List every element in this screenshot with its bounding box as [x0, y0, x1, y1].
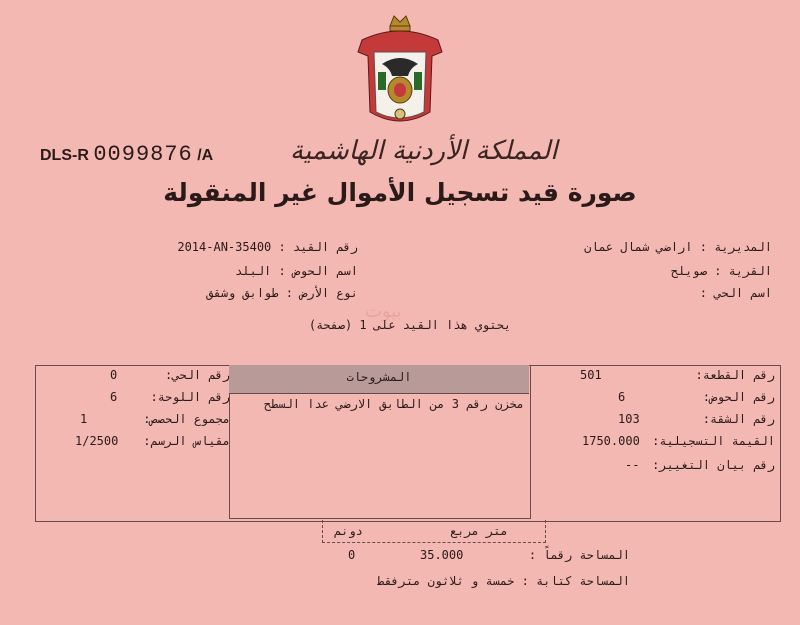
- table-left-row: [80, 412, 230, 426]
- serial-number: 0099876: [93, 142, 193, 167]
- district-no-value: 0: [110, 368, 118, 382]
- area-written-value: خمسة و ثلاثون مترفقط: [377, 574, 515, 588]
- crown-emblem-icon: [352, 12, 448, 132]
- table-right-row: [618, 390, 775, 404]
- document-serial: [40, 142, 213, 167]
- remarks-header: المشروحات: [346, 370, 412, 384]
- record-number-row: [128, 240, 358, 254]
- parcel-no-label: رقم القطعة:: [695, 368, 775, 382]
- village-row: [560, 264, 772, 278]
- area-dunum-value: 0: [348, 548, 356, 562]
- table-right-row: [580, 368, 775, 382]
- table-right-row: [582, 434, 775, 448]
- plate-no-value: 6: [110, 390, 118, 404]
- basin-no-value: 6: [618, 390, 626, 404]
- serial-prefix: DLS-R: [40, 147, 89, 164]
- land-type-row: [128, 286, 358, 300]
- parcel-no-value: 501: [580, 368, 602, 382]
- shares-total-label: مجموع الحصص:: [143, 412, 230, 426]
- basin-name-label: اسم الحوض :: [278, 264, 358, 278]
- remarks-text: مخزن رقم 3 من الطابق الارضي عدا السطح: [263, 397, 524, 411]
- change-statement-label: رقم بيان التغيير:: [652, 458, 775, 472]
- district-label: اسم الحي :: [699, 286, 772, 300]
- table-left-row: [110, 390, 230, 404]
- watermark-text: بيوت: [365, 301, 402, 322]
- table-right-row: [625, 458, 775, 472]
- unit-dunum-label: دونم: [334, 524, 363, 538]
- directorate-label: المديرية :: [699, 240, 772, 254]
- village-label: القرية :: [714, 264, 772, 278]
- document-title: صورة قيد تسجيل الأموال غير المنقولة: [163, 178, 637, 207]
- pages-count-line: يحتوي هذا القيد على 1 (صفحة): [308, 318, 512, 332]
- table-left-row: [75, 434, 230, 448]
- area-numeric-label: المساحة رقماً :: [528, 548, 630, 562]
- shares-total-value: 1: [80, 412, 88, 426]
- scale-label: مقياس الرسم:: [143, 434, 230, 448]
- directorate-row: [560, 240, 772, 254]
- registered-value-label: القيمة التسجيلية:: [652, 434, 775, 448]
- unit-sqm-label: متر مربع: [450, 524, 508, 538]
- directorate-value: اراضي شمال عمان: [584, 240, 693, 254]
- table-right-row: [618, 412, 775, 426]
- land-type-label: نوع الأرض :: [285, 286, 358, 300]
- village-value: صويلح: [670, 264, 707, 278]
- land-type-value: طوابق وشقق: [206, 286, 279, 300]
- table-left-row: [110, 368, 230, 382]
- change-statement-value: --: [625, 458, 640, 472]
- kingdom-name: المملكة الأردنية الهاشمية: [290, 136, 558, 166]
- area-sqm-value: 35.000: [420, 548, 464, 562]
- district-no-label: رقم الحي:: [164, 368, 230, 382]
- basin-name-value: البلد: [235, 264, 272, 278]
- serial-suffix: /A: [197, 147, 214, 164]
- scale-value: 1/2500: [75, 434, 119, 448]
- basin-no-label: رقم الحوض:: [702, 390, 775, 404]
- area-written-row: [340, 574, 630, 588]
- basin-name-row: [128, 264, 358, 278]
- record-number-value: 2014-AN-35400: [177, 240, 272, 254]
- coat-of-arms-emblem: [352, 12, 448, 132]
- apartment-no-label: رقم الشقة:: [702, 412, 775, 426]
- registered-value: 1750.000: [582, 434, 640, 448]
- district-row: [560, 286, 772, 300]
- plate-no-label: رقم اللوحة:: [150, 390, 230, 404]
- area-written-label: المساحة كتابة :: [521, 574, 630, 588]
- apartment-no-value: 103: [618, 412, 640, 426]
- record-number-label: رقم القيد :: [278, 240, 358, 254]
